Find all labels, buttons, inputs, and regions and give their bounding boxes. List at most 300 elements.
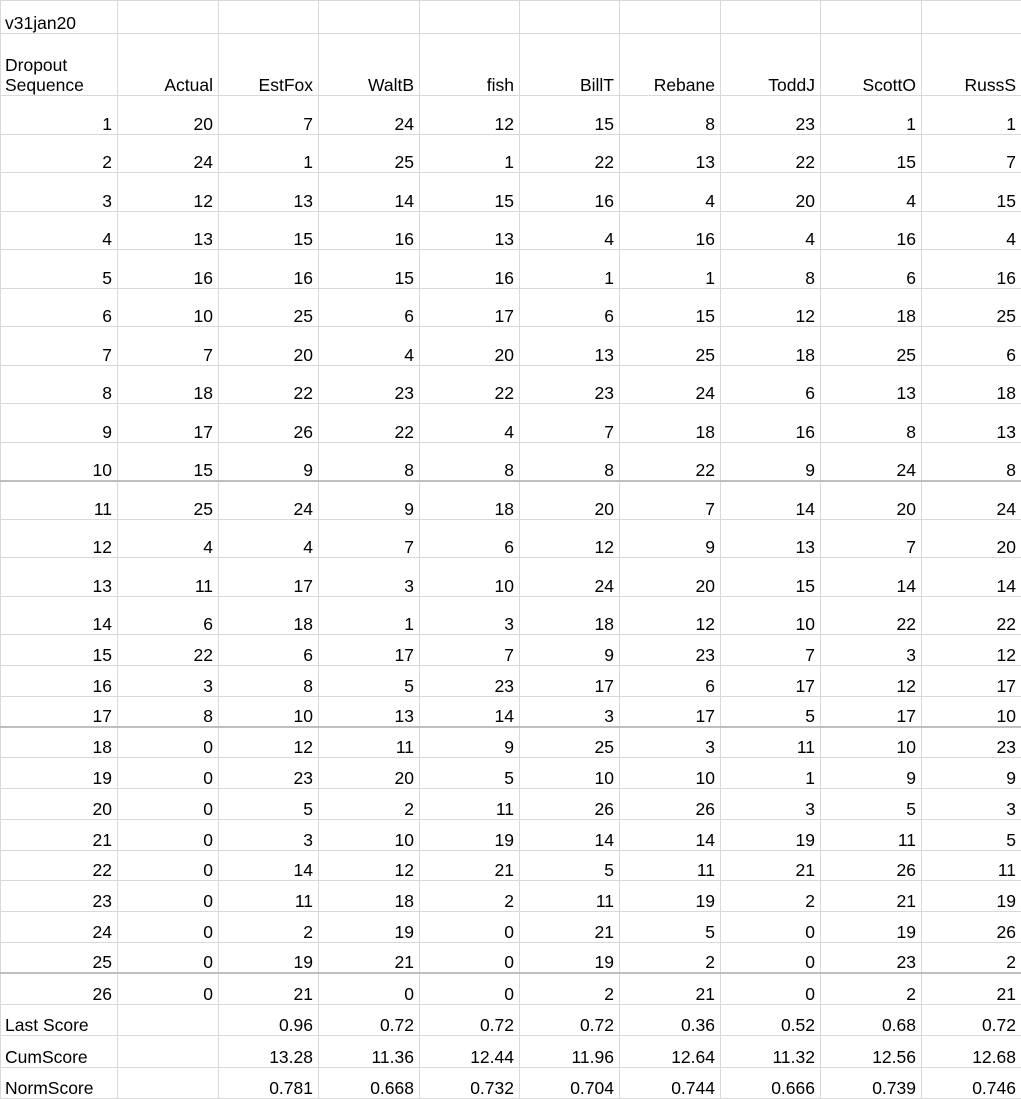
data-cell[interactable]: 8 [620, 96, 721, 135]
data-cell[interactable]: 11 [420, 788, 520, 819]
data-cell[interactable]: 20 [420, 327, 520, 366]
data-cell[interactable]: 6 [420, 519, 520, 558]
data-cell[interactable]: 16 [219, 250, 319, 289]
data-cell[interactable]: 16 [118, 250, 219, 289]
data-cell[interactable]: 16 [520, 173, 620, 212]
data-cell[interactable]: 1 [219, 134, 319, 173]
data-cell[interactable]: 3 [520, 696, 620, 727]
data-cell[interactable]: 11 [721, 727, 821, 758]
column-header[interactable]: RussS [922, 34, 1021, 96]
summary-value-cell[interactable]: 12.64 [620, 1036, 721, 1068]
data-cell[interactable]: 10 [219, 696, 319, 727]
sequence-cell[interactable]: 25 [1, 942, 118, 973]
data-cell[interactable]: 16 [821, 211, 922, 250]
data-cell[interactable]: 12 [118, 173, 219, 212]
data-cell[interactable]: 2 [319, 788, 420, 819]
data-cell[interactable]: 18 [420, 481, 520, 520]
data-cell[interactable]: 22 [821, 596, 922, 635]
data-cell[interactable]: 8 [319, 442, 420, 481]
summary-label-cell[interactable]: CumScore [1, 1036, 118, 1068]
data-cell[interactable]: 0 [118, 881, 219, 912]
data-cell[interactable]: 0 [319, 973, 420, 1004]
data-cell[interactable]: 14 [620, 819, 721, 850]
data-cell[interactable]: 16 [420, 250, 520, 289]
summary-value-cell[interactable]: 0.52 [721, 1004, 821, 1036]
sequence-cell[interactable]: 26 [1, 973, 118, 1004]
data-cell[interactable]: 13 [219, 173, 319, 212]
sequence-cell[interactable]: 22 [1, 850, 118, 881]
data-cell[interactable]: 16 [319, 211, 420, 250]
data-cell[interactable]: 0 [118, 758, 219, 789]
summary-value-cell[interactable] [118, 1067, 219, 1099]
data-cell[interactable]: 0 [118, 727, 219, 758]
data-cell[interactable]: 14 [319, 173, 420, 212]
data-cell[interactable]: 10 [520, 758, 620, 789]
data-cell[interactable]: 18 [520, 596, 620, 635]
data-cell[interactable]: 6 [922, 327, 1021, 366]
data-cell[interactable]: 5 [721, 696, 821, 727]
data-cell[interactable]: 13 [520, 327, 620, 366]
data-cell[interactable]: 18 [319, 881, 420, 912]
data-cell[interactable]: 4 [118, 519, 219, 558]
summary-value-cell[interactable] [118, 1036, 219, 1068]
data-cell[interactable]: 24 [922, 481, 1021, 520]
data-cell[interactable]: 13 [319, 696, 420, 727]
data-cell[interactable]: 22 [721, 134, 821, 173]
data-cell[interactable]: 9 [319, 481, 420, 520]
data-cell[interactable]: 7 [821, 519, 922, 558]
data-cell[interactable]: 21 [922, 973, 1021, 1004]
data-cell[interactable]: 15 [922, 173, 1021, 212]
data-cell[interactable]: 7 [922, 134, 1021, 173]
data-cell[interactable]: 26 [821, 850, 922, 881]
data-cell[interactable]: 19 [821, 912, 922, 943]
data-cell[interactable]: 8 [922, 442, 1021, 481]
data-cell[interactable]: 3 [620, 727, 721, 758]
data-cell[interactable]: 17 [319, 635, 420, 666]
data-cell[interactable]: 0 [721, 942, 821, 973]
data-cell[interactable]: 15 [319, 250, 420, 289]
data-cell[interactable]: 16 [922, 250, 1021, 289]
data-cell[interactable]: 11 [922, 850, 1021, 881]
data-cell[interactable]: 2 [721, 881, 821, 912]
data-cell[interactable]: 0 [420, 973, 520, 1004]
data-cell[interactable]: 11 [219, 881, 319, 912]
data-cell[interactable]: 19 [420, 819, 520, 850]
data-cell[interactable]: 20 [922, 519, 1021, 558]
data-cell[interactable]: 10 [118, 288, 219, 327]
empty-cell[interactable] [821, 1, 922, 34]
data-cell[interactable]: 15 [821, 134, 922, 173]
data-cell[interactable]: 13 [922, 404, 1021, 443]
data-cell[interactable]: 1 [721, 758, 821, 789]
data-cell[interactable]: 22 [118, 635, 219, 666]
empty-cell[interactable] [922, 1, 1021, 34]
data-cell[interactable]: 5 [821, 788, 922, 819]
sequence-cell[interactable]: 8 [1, 365, 118, 404]
data-cell[interactable]: 20 [319, 758, 420, 789]
data-cell[interactable]: 9 [620, 519, 721, 558]
column-header[interactable]: fish [420, 34, 520, 96]
data-cell[interactable]: 1 [821, 96, 922, 135]
data-cell[interactable]: 25 [118, 481, 219, 520]
data-cell[interactable]: 10 [922, 696, 1021, 727]
sequence-cell[interactable]: 17 [1, 696, 118, 727]
summary-value-cell[interactable]: 0.96 [219, 1004, 319, 1036]
data-cell[interactable]: 22 [520, 134, 620, 173]
data-cell[interactable]: 14 [520, 819, 620, 850]
summary-value-cell[interactable]: 0.72 [319, 1004, 420, 1036]
data-cell[interactable]: 0 [118, 973, 219, 1004]
summary-value-cell[interactable]: 0.72 [520, 1004, 620, 1036]
data-cell[interactable]: 4 [420, 404, 520, 443]
summary-value-cell[interactable]: 0.36 [620, 1004, 721, 1036]
data-cell[interactable]: 20 [118, 96, 219, 135]
summary-value-cell[interactable]: 0.744 [620, 1067, 721, 1099]
data-cell[interactable]: 4 [922, 211, 1021, 250]
data-cell[interactable]: 7 [721, 635, 821, 666]
data-cell[interactable]: 0 [420, 912, 520, 943]
summary-value-cell[interactable]: 0.732 [420, 1067, 520, 1099]
data-cell[interactable]: 9 [922, 758, 1021, 789]
empty-cell[interactable] [620, 1, 721, 34]
data-cell[interactable]: 25 [620, 327, 721, 366]
data-cell[interactable]: 14 [721, 481, 821, 520]
data-cell[interactable]: 9 [821, 758, 922, 789]
data-cell[interactable]: 19 [319, 912, 420, 943]
data-cell[interactable]: 20 [721, 173, 821, 212]
data-cell[interactable]: 7 [620, 481, 721, 520]
data-cell[interactable]: 6 [721, 365, 821, 404]
data-cell[interactable]: 0 [118, 912, 219, 943]
data-cell[interactable]: 18 [118, 365, 219, 404]
data-cell[interactable]: 14 [821, 558, 922, 597]
data-cell[interactable]: 2 [420, 881, 520, 912]
sequence-cell[interactable]: 13 [1, 558, 118, 597]
data-cell[interactable]: 9 [520, 635, 620, 666]
data-cell[interactable]: 23 [620, 635, 721, 666]
data-cell[interactable]: 21 [420, 850, 520, 881]
sequence-cell[interactable]: 23 [1, 881, 118, 912]
summary-value-cell[interactable]: 11.32 [721, 1036, 821, 1068]
data-cell[interactable]: 9 [721, 442, 821, 481]
sequence-cell[interactable]: 3 [1, 173, 118, 212]
data-cell[interactable]: 20 [620, 558, 721, 597]
data-cell[interactable]: 9 [420, 727, 520, 758]
data-cell[interactable]: 18 [821, 288, 922, 327]
data-cell[interactable]: 17 [420, 288, 520, 327]
data-cell[interactable]: 12 [420, 96, 520, 135]
sequence-cell[interactable]: 6 [1, 288, 118, 327]
data-cell[interactable]: 17 [821, 696, 922, 727]
column-header[interactable]: ToddJ [721, 34, 821, 96]
data-cell[interactable]: 5 [620, 912, 721, 943]
data-cell[interactable]: 22 [922, 596, 1021, 635]
data-cell[interactable]: 0 [721, 973, 821, 1004]
data-cell[interactable]: 4 [520, 211, 620, 250]
data-cell[interactable]: 9 [219, 442, 319, 481]
column-header[interactable]: Rebane [620, 34, 721, 96]
sequence-cell[interactable]: 14 [1, 596, 118, 635]
data-cell[interactable]: 18 [219, 596, 319, 635]
data-cell[interactable]: 2 [821, 973, 922, 1004]
column-header[interactable]: Actual [118, 34, 219, 96]
data-cell[interactable]: 10 [620, 758, 721, 789]
dropout-sequence-header[interactable] [1, 34, 118, 96]
data-cell[interactable]: 1 [420, 134, 520, 173]
data-cell[interactable]: 2 [620, 942, 721, 973]
sequence-cell[interactable]: 16 [1, 665, 118, 696]
data-cell[interactable]: 18 [721, 327, 821, 366]
data-cell[interactable]: 5 [420, 758, 520, 789]
data-cell[interactable]: 26 [520, 788, 620, 819]
data-cell[interactable]: 21 [821, 881, 922, 912]
column-header[interactable]: BillT [520, 34, 620, 96]
column-header[interactable]: WaltB [319, 34, 420, 96]
data-cell[interactable]: 0 [721, 912, 821, 943]
summary-value-cell[interactable]: 12.56 [821, 1036, 922, 1068]
data-cell[interactable]: 17 [118, 404, 219, 443]
empty-cell[interactable] [420, 1, 520, 34]
sequence-cell[interactable]: 18 [1, 727, 118, 758]
data-cell[interactable]: 25 [219, 288, 319, 327]
data-cell[interactable]: 15 [219, 211, 319, 250]
empty-cell[interactable] [118, 1, 219, 34]
data-cell[interactable]: 17 [520, 665, 620, 696]
data-cell[interactable]: 15 [620, 288, 721, 327]
data-cell[interactable]: 8 [721, 250, 821, 289]
data-cell[interactable]: 24 [219, 481, 319, 520]
data-cell[interactable]: 11 [118, 558, 219, 597]
data-cell[interactable]: 13 [721, 519, 821, 558]
data-cell[interactable]: 24 [520, 558, 620, 597]
data-cell[interactable]: 1 [620, 250, 721, 289]
sequence-cell[interactable]: 21 [1, 819, 118, 850]
data-cell[interactable]: 24 [118, 134, 219, 173]
data-cell[interactable]: 0 [118, 850, 219, 881]
data-cell[interactable]: 23 [922, 727, 1021, 758]
data-cell[interactable]: 21 [520, 912, 620, 943]
summary-value-cell[interactable]: 12.44 [420, 1036, 520, 1068]
data-cell[interactable]: 16 [721, 404, 821, 443]
data-cell[interactable]: 3 [821, 635, 922, 666]
data-cell[interactable]: 6 [118, 596, 219, 635]
summary-value-cell[interactable]: 12.68 [922, 1036, 1021, 1068]
data-cell[interactable]: 23 [219, 758, 319, 789]
data-cell[interactable]: 0 [118, 788, 219, 819]
data-cell[interactable]: 0 [118, 942, 219, 973]
data-cell[interactable]: 12 [219, 727, 319, 758]
data-cell[interactable]: 6 [520, 288, 620, 327]
summary-value-cell[interactable]: 0.668 [319, 1067, 420, 1099]
sequence-cell[interactable]: 12 [1, 519, 118, 558]
data-cell[interactable]: 13 [118, 211, 219, 250]
data-cell[interactable]: 8 [118, 696, 219, 727]
data-cell[interactable]: 15 [520, 96, 620, 135]
summary-value-cell[interactable] [118, 1004, 219, 1036]
data-cell[interactable]: 2 [922, 942, 1021, 973]
data-cell[interactable]: 8 [520, 442, 620, 481]
data-cell[interactable]: 10 [821, 727, 922, 758]
data-cell[interactable]: 21 [319, 942, 420, 973]
data-cell[interactable]: 20 [219, 327, 319, 366]
sequence-cell[interactable]: 10 [1, 442, 118, 481]
data-cell[interactable]: 25 [821, 327, 922, 366]
data-cell[interactable]: 0 [118, 819, 219, 850]
column-header[interactable]: EstFox [219, 34, 319, 96]
data-cell[interactable]: 7 [420, 635, 520, 666]
data-cell[interactable]: 2 [219, 912, 319, 943]
data-cell[interactable]: 19 [922, 881, 1021, 912]
data-cell[interactable]: 19 [721, 819, 821, 850]
data-cell[interactable]: 4 [219, 519, 319, 558]
summary-value-cell[interactable]: 0.666 [721, 1067, 821, 1099]
data-cell[interactable]: 19 [219, 942, 319, 973]
data-cell[interactable]: 5 [319, 665, 420, 696]
summary-value-cell[interactable]: 11.36 [319, 1036, 420, 1068]
data-cell[interactable]: 14 [420, 696, 520, 727]
sequence-cell[interactable]: 5 [1, 250, 118, 289]
data-cell[interactable]: 25 [520, 727, 620, 758]
data-cell[interactable]: 26 [219, 404, 319, 443]
data-cell[interactable]: 10 [420, 558, 520, 597]
sequence-cell[interactable]: 9 [1, 404, 118, 443]
data-cell[interactable]: 3 [319, 558, 420, 597]
data-cell[interactable]: 24 [620, 365, 721, 404]
data-cell[interactable]: 10 [319, 819, 420, 850]
sequence-cell[interactable]: 24 [1, 912, 118, 943]
data-cell[interactable]: 12 [821, 665, 922, 696]
empty-cell[interactable] [520, 1, 620, 34]
data-cell[interactable]: 21 [620, 973, 721, 1004]
summary-label-cell[interactable]: NormScore [1, 1067, 118, 1099]
data-cell[interactable]: 15 [420, 173, 520, 212]
sequence-cell[interactable]: 4 [1, 211, 118, 250]
data-cell[interactable]: 11 [520, 881, 620, 912]
sequence-cell[interactable]: 20 [1, 788, 118, 819]
data-cell[interactable]: 21 [721, 850, 821, 881]
data-cell[interactable]: 12 [620, 596, 721, 635]
data-cell[interactable]: 13 [821, 365, 922, 404]
data-cell[interactable]: 20 [520, 481, 620, 520]
data-cell[interactable]: 20 [821, 481, 922, 520]
data-cell[interactable]: 1 [922, 96, 1021, 135]
data-cell[interactable]: 23 [420, 665, 520, 696]
data-cell[interactable]: 17 [721, 665, 821, 696]
data-cell[interactable]: 25 [922, 288, 1021, 327]
data-cell[interactable]: 7 [118, 327, 219, 366]
data-cell[interactable]: 3 [922, 788, 1021, 819]
sequence-cell[interactable]: 1 [1, 96, 118, 135]
data-cell[interactable]: 14 [219, 850, 319, 881]
summary-value-cell[interactable]: 0.72 [922, 1004, 1021, 1036]
data-cell[interactable]: 24 [821, 442, 922, 481]
data-cell[interactable]: 6 [319, 288, 420, 327]
data-cell[interactable]: 1 [520, 250, 620, 289]
data-cell[interactable]: 23 [821, 942, 922, 973]
data-cell[interactable]: 5 [520, 850, 620, 881]
sequence-cell[interactable]: 11 [1, 481, 118, 520]
data-cell[interactable]: 15 [721, 558, 821, 597]
data-cell[interactable]: 26 [922, 912, 1021, 943]
data-cell[interactable]: 11 [319, 727, 420, 758]
data-cell[interactable]: 4 [620, 173, 721, 212]
data-cell[interactable]: 18 [620, 404, 721, 443]
data-cell[interactable]: 4 [319, 327, 420, 366]
data-cell[interactable]: 22 [620, 442, 721, 481]
summary-value-cell[interactable]: 0.781 [219, 1067, 319, 1099]
data-cell[interactable]: 25 [319, 134, 420, 173]
data-cell[interactable]: 6 [821, 250, 922, 289]
data-cell[interactable]: 13 [420, 211, 520, 250]
data-cell[interactable]: 3 [219, 819, 319, 850]
data-cell[interactable]: 24 [319, 96, 420, 135]
version-label-cell[interactable]: v31jan20 [1, 1, 118, 34]
summary-label-cell[interactable]: Last Score [1, 1004, 118, 1036]
data-cell[interactable]: 7 [219, 96, 319, 135]
data-cell[interactable]: 8 [219, 665, 319, 696]
empty-cell[interactable] [219, 1, 319, 34]
data-cell[interactable]: 17 [620, 696, 721, 727]
summary-value-cell[interactable]: 0.746 [922, 1067, 1021, 1099]
data-cell[interactable]: 8 [821, 404, 922, 443]
data-cell[interactable]: 17 [219, 558, 319, 597]
data-cell[interactable]: 8 [420, 442, 520, 481]
data-cell[interactable]: 23 [520, 365, 620, 404]
data-cell[interactable]: 16 [620, 211, 721, 250]
data-cell[interactable]: 5 [219, 788, 319, 819]
data-cell[interactable]: 23 [721, 96, 821, 135]
data-cell[interactable]: 4 [721, 211, 821, 250]
column-header[interactable]: ScottO [821, 34, 922, 96]
data-cell[interactable]: 12 [922, 635, 1021, 666]
summary-value-cell[interactable]: 0.72 [420, 1004, 520, 1036]
data-cell[interactable]: 18 [922, 365, 1021, 404]
sequence-cell[interactable]: 15 [1, 635, 118, 666]
summary-value-cell[interactable]: 11.96 [520, 1036, 620, 1068]
data-cell[interactable]: 12 [520, 519, 620, 558]
data-cell[interactable]: 4 [821, 173, 922, 212]
data-cell[interactable]: 13 [620, 134, 721, 173]
data-cell[interactable]: 3 [721, 788, 821, 819]
data-cell[interactable]: 7 [520, 404, 620, 443]
sequence-cell[interactable]: 19 [1, 758, 118, 789]
data-cell[interactable]: 0 [420, 942, 520, 973]
data-cell[interactable]: 11 [620, 850, 721, 881]
data-cell[interactable]: 1 [319, 596, 420, 635]
summary-value-cell[interactable]: 0.68 [821, 1004, 922, 1036]
summary-value-cell[interactable]: 13.28 [219, 1036, 319, 1068]
data-cell[interactable]: 3 [118, 665, 219, 696]
data-cell[interactable]: 15 [118, 442, 219, 481]
data-cell[interactable]: 6 [219, 635, 319, 666]
data-cell[interactable]: 14 [922, 558, 1021, 597]
data-cell[interactable]: 22 [219, 365, 319, 404]
sequence-cell[interactable]: 7 [1, 327, 118, 366]
empty-cell[interactable] [721, 1, 821, 34]
data-cell[interactable]: 2 [520, 973, 620, 1004]
data-cell[interactable]: 5 [922, 819, 1021, 850]
data-cell[interactable]: 21 [219, 973, 319, 1004]
data-cell[interactable]: 19 [520, 942, 620, 973]
data-cell[interactable]: 12 [319, 850, 420, 881]
data-cell[interactable]: 19 [620, 881, 721, 912]
data-cell[interactable]: 17 [922, 665, 1021, 696]
summary-value-cell[interactable]: 0.739 [821, 1067, 922, 1099]
data-cell[interactable]: 12 [721, 288, 821, 327]
data-cell[interactable]: 23 [319, 365, 420, 404]
empty-cell[interactable] [319, 1, 420, 34]
